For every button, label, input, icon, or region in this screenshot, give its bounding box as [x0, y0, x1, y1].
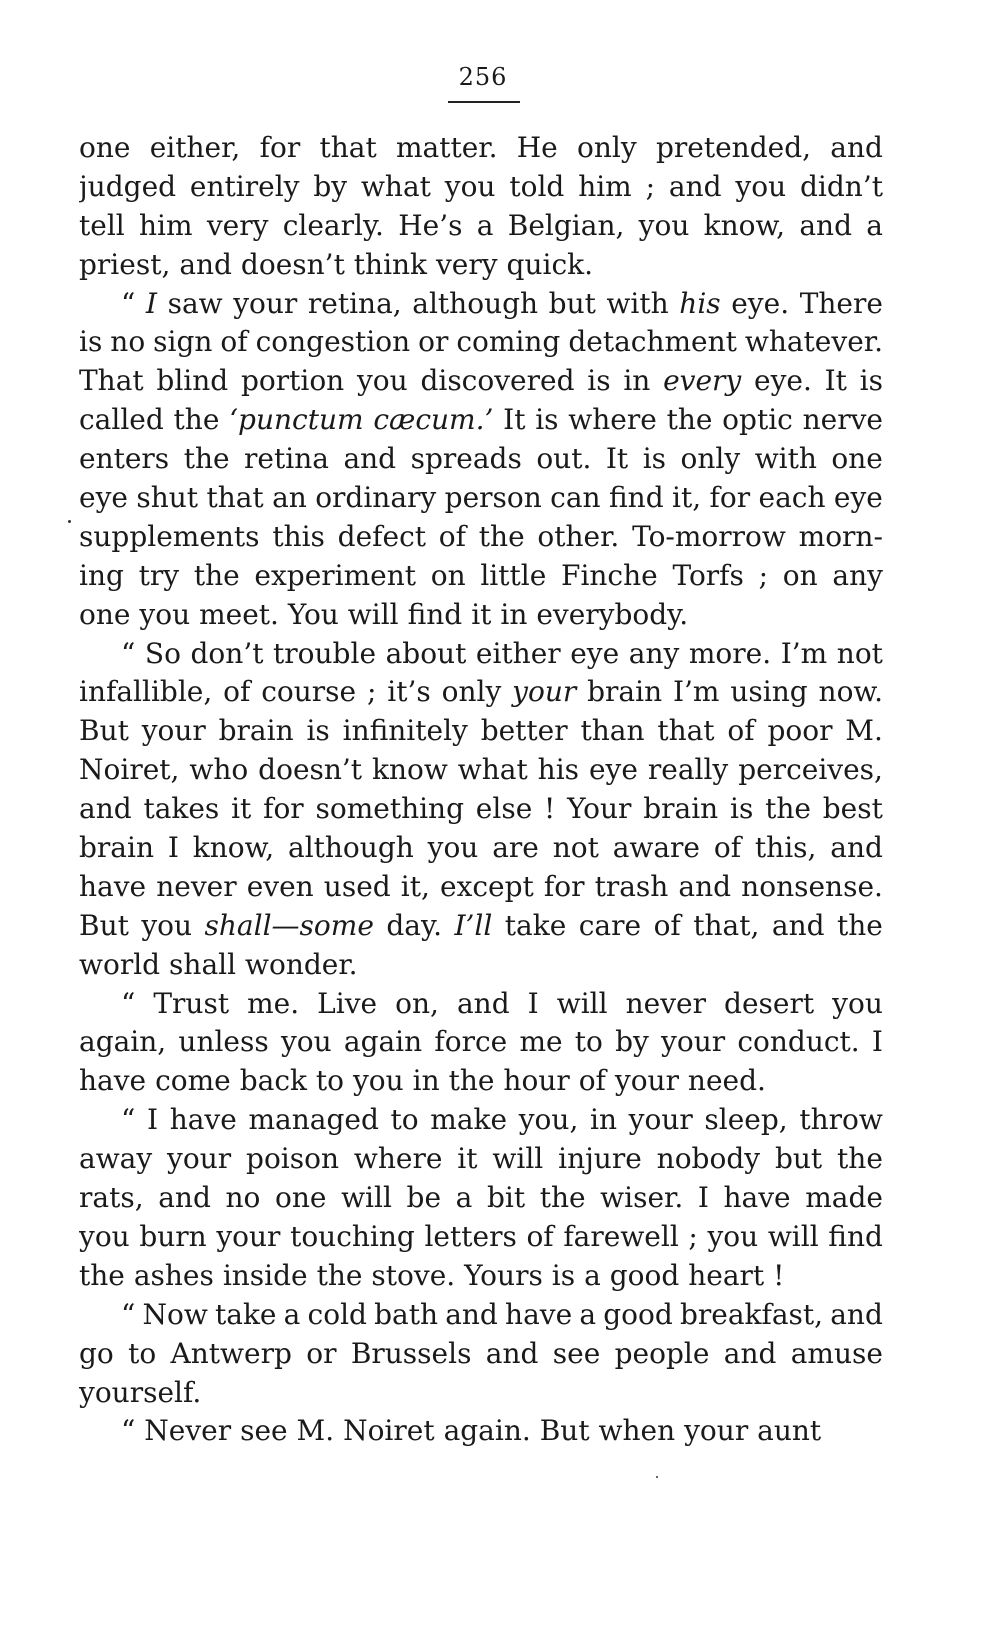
text-line: the ashes inside the stove. Yours is a good heart ! — [79, 1258, 785, 1292]
text-line: “ Never see M. Noiret again. But when your aunt — [121, 1414, 822, 1448]
text-line: “ I saw your retina, although but with his eye. There — [121, 286, 883, 320]
text-line: yourself. — [79, 1375, 202, 1409]
page-number: 256 — [458, 63, 508, 91]
text-line: called the ‘punctum cæcum.’ It is where the optic nerve — [79, 403, 883, 437]
text-line: one either, for that matter. He only pretended, and — [79, 131, 883, 164]
text-line: But you shall—some day. I’ll take care of that, and the — [79, 908, 883, 942]
text-line: enters the retina and spreads out. It is only with one — [79, 442, 883, 476]
text-line: away your poison where it will injure nobody but the — [79, 1142, 883, 1176]
text-line: Noiret, who doesn’t know what his eye really perceives, — [79, 753, 883, 787]
text-line: rats, and no one will be a bit the wiser. I have made — [79, 1181, 883, 1215]
text-line: have come back to you in the hour of your need. — [79, 1064, 766, 1098]
text-line: judged entirely by what you told him ; and you didn’t — [79, 169, 883, 203]
text-line: have never even used it, except for trash and nonsense. — [79, 869, 883, 903]
text-line: and takes it for something else ! Your brain is the best — [79, 792, 883, 826]
text-line: priest, and doesn’t think very quick. — [79, 247, 593, 281]
text-line: ing try the experiment on little Finche Torfs ; on any — [79, 558, 883, 592]
text-line: eye shut that an ordinary person can find it, for each eye — [79, 481, 883, 515]
text-line: “ So don’t trouble about either eye any more. I’m not — [121, 636, 883, 670]
text-line: “ Trust me. Live on, and I will never desert you — [121, 986, 883, 1020]
text-line: go to Antwerp or Brussels and see people and amuse — [79, 1336, 883, 1370]
text-line: you burn your touching letters of farewell ; you will find — [79, 1219, 883, 1253]
text-line: tell him very clearly. He’s a Belgian, you know, and a — [79, 208, 883, 242]
text-line: infallible, of course ; it’s only your brain I’m using now. — [79, 675, 883, 709]
text-line: That blind portion you discovered is in every eye. It is — [79, 364, 883, 398]
body-text — [79, 129, 883, 1451]
text-line: world shall wonder. — [79, 947, 358, 981]
text-line: “ I have managed to make you, in your sleep, throw — [121, 1103, 883, 1137]
text-line: supplements this defect of the other. To-morrow morn- — [79, 519, 883, 553]
text-line: “ Now take a cold bath and have a good breakfast, and — [121, 1297, 883, 1331]
page-number-rule — [448, 101, 520, 103]
print-speck — [68, 520, 71, 523]
text-line: But your brain is infinitely better than that of poor M. — [79, 714, 883, 748]
text-line: is no sign of congestion or coming detachment whatever. — [79, 325, 883, 359]
text-line: one you meet. You will find it in everybody. — [79, 597, 689, 631]
text-line: again, unless you again force me to by your conduct. I — [79, 1025, 883, 1059]
print-speck — [656, 1476, 658, 1478]
text-line: brain I know, although you are not aware of this, and — [79, 831, 883, 865]
